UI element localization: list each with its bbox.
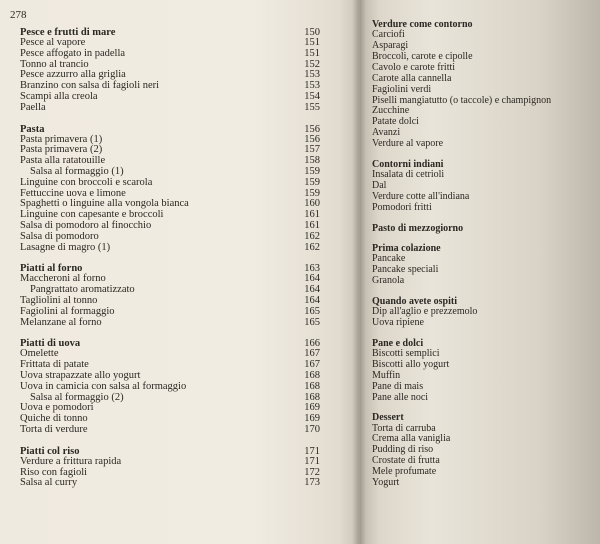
entry-label: Pasta alla ratatouille: [20, 155, 106, 167]
entry-label: Branzino con salsa di fagioli neri: [20, 80, 160, 92]
entry-label: Crema alla vaniglia: [372, 433, 451, 445]
entry-label: Torta di verdure: [20, 423, 88, 435]
entry-label: Lasagne di magro (1): [20, 241, 111, 253]
index-section: [372, 338, 597, 404]
entry-label: Insalata di cetrioli: [372, 169, 445, 181]
entry-label: Uova e pomodori: [20, 402, 94, 414]
section-title-text: Pasto di mezzogiorno: [372, 222, 464, 234]
entry-page-number: 172: [304, 466, 320, 478]
entry-page-number: 159: [304, 176, 320, 188]
index-entry: [20, 478, 320, 489]
index-section: [372, 159, 597, 214]
entry-label: Omelette: [20, 348, 59, 360]
section-title-text: Pasta: [20, 123, 45, 135]
entry-label: Pudding di riso: [372, 444, 434, 456]
section-title-text: Quando avete ospiti: [372, 295, 458, 307]
right-index-column: [372, 19, 597, 498]
entry-label: Muffin: [372, 369, 401, 381]
entry-page-number: 168: [304, 380, 320, 392]
index-section: [372, 412, 597, 489]
index-entry: [20, 307, 320, 318]
section-title-text: Verdure come contorno: [372, 19, 473, 30]
index-entry: [20, 243, 320, 254]
entry-page-number: 159: [304, 187, 320, 199]
entry-page-number: 161: [304, 219, 320, 231]
index-entry: [372, 85, 597, 96]
index-entry: [372, 139, 597, 150]
index-entry: [20, 103, 320, 114]
index-section: [372, 296, 597, 329]
section-page-number: 150: [304, 27, 320, 38]
entry-page-number: 153: [304, 80, 320, 92]
entry-label: Frittata di patate: [20, 359, 89, 371]
entry-label: Pasta primavera (1): [20, 133, 103, 145]
entry-page-number: 162: [304, 230, 320, 242]
entry-page-number: 165: [304, 305, 320, 317]
entry-page-number: 168: [304, 391, 320, 403]
index-section: [20, 27, 320, 114]
entry-page-number: 152: [304, 58, 320, 70]
entry-label: Zucchine: [372, 105, 410, 117]
index-section: [372, 223, 597, 234]
entry-page-number: 151: [304, 47, 320, 59]
entry-label: Salsa al formaggio (2): [30, 391, 124, 403]
entry-page-number: 162: [304, 241, 320, 253]
entry-label: Uova strapazzate allo yogurt: [20, 369, 141, 381]
index-section: [20, 446, 320, 489]
entry-label: Cavolo e carote fritti: [372, 61, 456, 73]
index-entry: [372, 117, 597, 128]
section-title: [372, 243, 597, 254]
entry-label: Pomodori fritti: [372, 201, 432, 213]
entry-label: Asparagi: [372, 40, 409, 52]
entry-label: Pangrattato aromatizzato: [30, 284, 135, 296]
entry-label: Fettuccine uova e limone: [20, 187, 126, 199]
index-entry: [20, 382, 320, 393]
index-entry: [372, 382, 597, 393]
entry-page-number: 164: [304, 294, 320, 306]
entry-page-number: 161: [304, 209, 320, 221]
entry-page-number: 169: [304, 413, 320, 425]
index-entry: [20, 178, 320, 189]
index-entry: [372, 170, 597, 181]
entry-label: Carote alla cannella: [372, 72, 452, 84]
entry-label: Verdure cotte all'indiana: [372, 190, 470, 202]
entry-label: Pancake speciali: [372, 264, 439, 275]
entry-page-number: 155: [304, 101, 320, 113]
entry-label: Linguine con capesante e broccoli: [20, 209, 164, 221]
index-entry: [372, 318, 597, 329]
entry-label: Yogurt: [372, 477, 400, 489]
entry-page-number: 157: [304, 144, 320, 156]
entry-label: Salsa di pomodoro: [20, 230, 99, 242]
entry-label: Crostate di frutta: [372, 455, 440, 467]
section-page-number: 166: [304, 338, 320, 350]
section-title-text: Piatti di uova: [20, 338, 81, 350]
entry-page-number: 154: [304, 90, 320, 102]
index-entry: [20, 457, 320, 468]
entry-label: Salsa al formaggio (1): [30, 165, 124, 177]
section-title: [20, 124, 320, 135]
entry-label: Granola: [372, 274, 405, 286]
entry-label: Dal: [372, 180, 387, 192]
entry-label: Uova ripiene: [372, 316, 424, 328]
entry-label: Patate dolci: [372, 116, 419, 128]
entry-page-number: 164: [304, 273, 320, 285]
book-gutter: [352, 0, 366, 544]
entry-label: Torta di carruba: [372, 422, 436, 434]
entry-page-number: 153: [304, 69, 320, 81]
entry-label: Quiche di tonno: [20, 413, 88, 425]
index-section: [20, 338, 320, 435]
entry-page-number: 151: [304, 37, 320, 48]
left-index-column: [20, 27, 320, 499]
entry-page-number: 158: [304, 155, 320, 167]
section-title-text: Piatti col riso: [20, 445, 80, 457]
entry-label: Mele profumate: [372, 466, 437, 478]
entry-label: Piselli mangiatutto (o taccole) e champignon: [372, 94, 552, 106]
entry-label: Dip all'aglio e prezzemolo: [372, 305, 478, 317]
entry-label: Paella: [20, 101, 46, 113]
entry-label: Linguine con broccoli e scarola: [20, 176, 153, 188]
index-entry: [372, 467, 597, 478]
section-page-number: 163: [304, 263, 320, 275]
index-entry: [372, 371, 597, 382]
entry-label: Fagiolini verdi: [372, 83, 432, 95]
entry-label: Scampi alla creola: [20, 90, 98, 102]
entry-label: Pane di mais: [372, 380, 424, 392]
entry-page-number: 171: [304, 455, 320, 467]
entry-label: Salsa al curry: [20, 477, 78, 489]
entry-label: Fagiolini al formaggio: [20, 305, 115, 317]
section-title: [20, 338, 320, 349]
section-title-text: Piatti al forno: [20, 263, 83, 275]
page-number: 278: [10, 9, 27, 21]
entry-label: Uova in camicia con salsa al formaggio: [20, 380, 187, 392]
section-title: [372, 223, 597, 234]
entry-label: Pesce affogato in padella: [20, 47, 126, 59]
section-title: [372, 19, 597, 30]
entry-page-number: 160: [304, 198, 320, 210]
entry-page-number: 156: [304, 133, 320, 145]
index-section: [372, 19, 597, 150]
section-page-number: 156: [304, 123, 320, 135]
entry-page-number: 167: [304, 348, 320, 360]
entry-label: Melanzane al forno: [20, 316, 102, 328]
entry-page-number: 159: [304, 165, 320, 177]
entry-label: Pasta primavera (2): [20, 144, 103, 156]
entry-label: Pesce azzurro alla griglia: [20, 69, 126, 81]
section-title-text: Prima colazione: [372, 242, 441, 254]
index-entry: [20, 318, 320, 329]
section-title-text: Contorni indiani: [372, 158, 444, 170]
index-section: [20, 263, 320, 328]
entry-label: Pane alle noci: [372, 391, 429, 403]
index-entry: [20, 49, 320, 60]
index-section: [20, 124, 320, 254]
entry-label: Tagliolini al tonno: [20, 294, 98, 306]
entry-label: Avanzi: [372, 127, 401, 139]
entry-label: Verdure al vapore: [372, 138, 444, 150]
index-entry: [372, 203, 597, 214]
entry-label: Maccheroni al forno: [20, 273, 106, 285]
entry-label: Biscotti allo yogurt: [372, 358, 450, 370]
entry-page-number: 169: [304, 402, 320, 414]
entry-label: Riso con fagioli: [20, 466, 88, 478]
index-entry: [372, 265, 597, 276]
entry-label: Pesce al vapore: [20, 37, 86, 48]
entry-page-number: 168: [304, 369, 320, 381]
index-entry: [372, 360, 597, 371]
section-page-number: 171: [304, 445, 320, 457]
index-entry: [20, 232, 320, 243]
index-entry: [372, 393, 597, 404]
entry-label: Verdure a frittura rapida: [20, 455, 122, 467]
entry-page-number: 170: [304, 423, 320, 435]
section-title-text: Pane e dolci: [372, 337, 424, 349]
entry-label: Spaghetti o linguine alla vongola bianca: [20, 198, 189, 210]
entry-page-number: 167: [304, 359, 320, 371]
entry-label: Tonno al trancio: [20, 58, 89, 70]
entry-label: Biscotti semplici: [372, 347, 440, 359]
index-entry: [372, 74, 597, 85]
entry-label: Salsa di pomodoro al finocchio: [20, 219, 152, 231]
entry-label: Carciofi: [372, 29, 405, 41]
entry-page-number: 164: [304, 284, 320, 296]
entry-page-number: 173: [304, 477, 320, 489]
index-entry: [20, 92, 320, 103]
index-entry: [20, 425, 320, 436]
entry-label: Broccoli, carote e cipolle: [372, 50, 473, 62]
section-title-text: Pesce e frutti di mare: [20, 27, 116, 38]
section-title: [372, 412, 597, 423]
index-entry: [372, 478, 597, 489]
entry-label: Pancake: [372, 253, 406, 265]
entry-page-number: 165: [304, 316, 320, 328]
index-section: [372, 243, 597, 287]
index-entry: [372, 276, 597, 287]
section-title-text: Dessert: [372, 412, 404, 424]
